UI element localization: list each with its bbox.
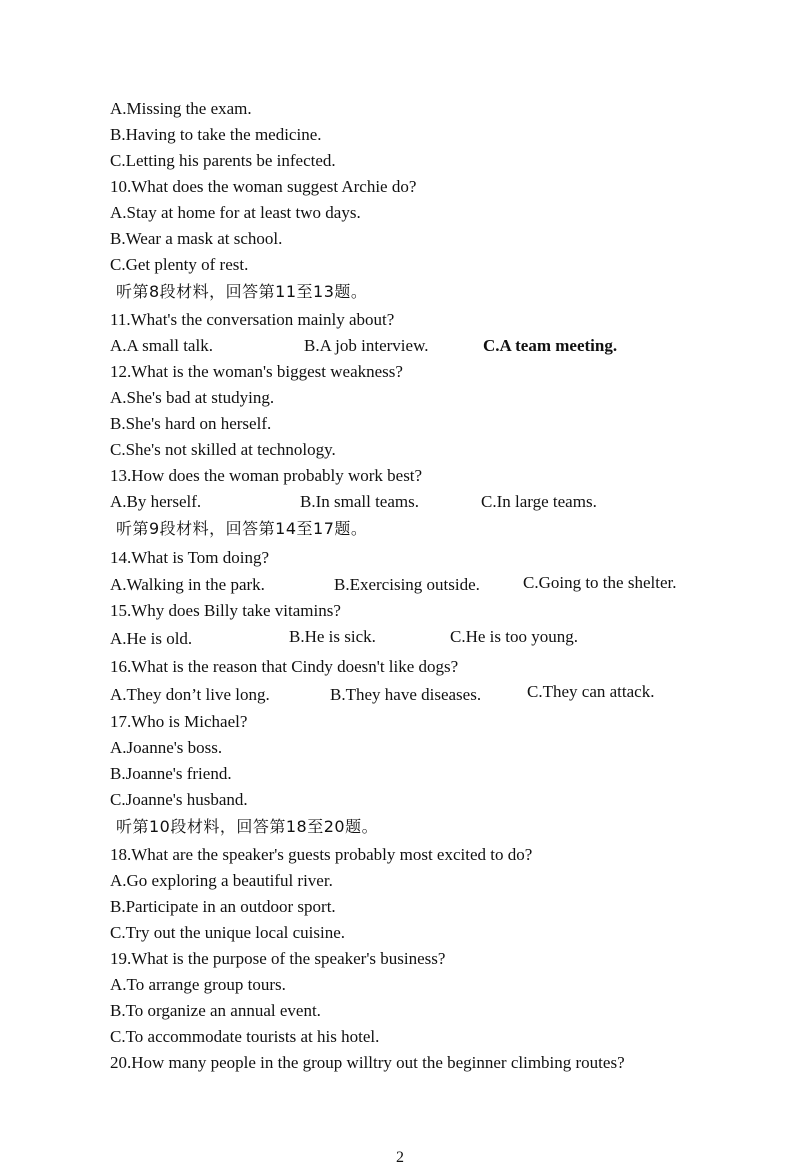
option-q11-b: B.A job interview.: [304, 336, 429, 355]
question-16: 16.What is the reason that Cindy doesn't like dogs?: [110, 657, 459, 676]
question-20: 20.How many people in the group willtry out the beginner climbing routes?: [110, 1053, 625, 1072]
question-10: 10.What does the woman suggest Archie do?: [110, 177, 417, 196]
option-q10-a: A.Stay at home for at least two days.: [110, 203, 361, 222]
option-q19-b: B.To organize an annual event.: [110, 1001, 321, 1020]
option-q19-a: A.To arrange group tours.: [110, 975, 286, 994]
question-19: 19.What is the purpose of the speaker's business?: [110, 949, 446, 968]
question-12: 12.What is the woman's biggest weakness?: [110, 362, 403, 381]
section-heading-9: 听第9段材料，回答第14至17题。: [116, 519, 368, 538]
option-q16-b: B.They have diseases.: [330, 685, 482, 704]
options-row-q14: [110, 572, 710, 598]
question-13: 13.How does the woman probably work best?: [110, 466, 423, 485]
question-15: 15.Why does Billy take vitamins?: [110, 601, 341, 620]
option-q17-a: A.Joanne's boss.: [110, 738, 223, 757]
page-number: 2: [396, 1149, 404, 1166]
option-q10-b: B.Wear a mask at school.: [110, 229, 283, 248]
option-q17-c: C.Joanne's husband.: [110, 790, 248, 809]
option-q13-c: C.In large teams.: [481, 492, 597, 511]
option-q12-a: A.She's bad at studying.: [110, 388, 275, 407]
option-q9-c: C.Letting his parents be infected.: [110, 151, 336, 170]
option-q15-b: B.He is sick.: [289, 627, 376, 646]
option-q10-c: C.Get plenty of rest.: [110, 255, 249, 274]
option-q13-a: A.By herself.: [110, 492, 202, 511]
option-q16-c: C.They can attack.: [527, 682, 655, 701]
option-q14-a: A.Walking in the park.: [110, 575, 265, 594]
option-q17-b: B.Joanne's friend.: [110, 764, 232, 783]
option-q18-b: B.Participate in an outdoor sport.: [110, 897, 336, 916]
option-q9-b: B.Having to take the medicine.: [110, 125, 322, 144]
option-q14-b: B.Exercising outside.: [334, 575, 480, 594]
options-row-q11: [110, 333, 710, 359]
option-q16-a: A.They don’t live long.: [110, 685, 270, 704]
options-row-q15: [110, 626, 710, 652]
options-row-q16: [110, 682, 710, 708]
question-18: 18.What are the speaker's guests probably most excited to do?: [110, 845, 533, 864]
option-q11-c: C.A team meeting.: [483, 336, 618, 355]
option-q12-c: C.She's not skilled at technology.: [110, 440, 336, 459]
option-q15-c: C.He is too young.: [450, 627, 578, 646]
options-row-q13: [110, 489, 710, 515]
option-q19-c: C.To accommodate tourists at his hotel.: [110, 1027, 380, 1046]
option-q13-b: B.In small teams.: [300, 492, 419, 511]
option-q9-a: A.Missing the exam.: [110, 99, 252, 118]
option-q14-c: C.Going to the shelter.: [523, 573, 677, 592]
question-14: 14.What is Tom doing?: [110, 548, 270, 567]
option-q11-a: A.A small talk.: [110, 336, 213, 355]
question-11: 11.What's the conversation mainly about?: [110, 310, 395, 329]
option-q18-a: A.Go exploring a beautiful river.: [110, 871, 333, 890]
question-17: 17.Who is Michael?: [110, 712, 248, 731]
section-heading-10: 听第10段材料，回答第18至20题。: [116, 817, 379, 836]
option-q12-b: B.She's hard on herself.: [110, 414, 272, 433]
option-q18-c: C.Try out the unique local cuisine.: [110, 923, 345, 942]
section-heading-8: 听第8段材料，回答第11至13题。: [116, 282, 368, 301]
option-q15-a: A.He is old.: [110, 629, 193, 648]
